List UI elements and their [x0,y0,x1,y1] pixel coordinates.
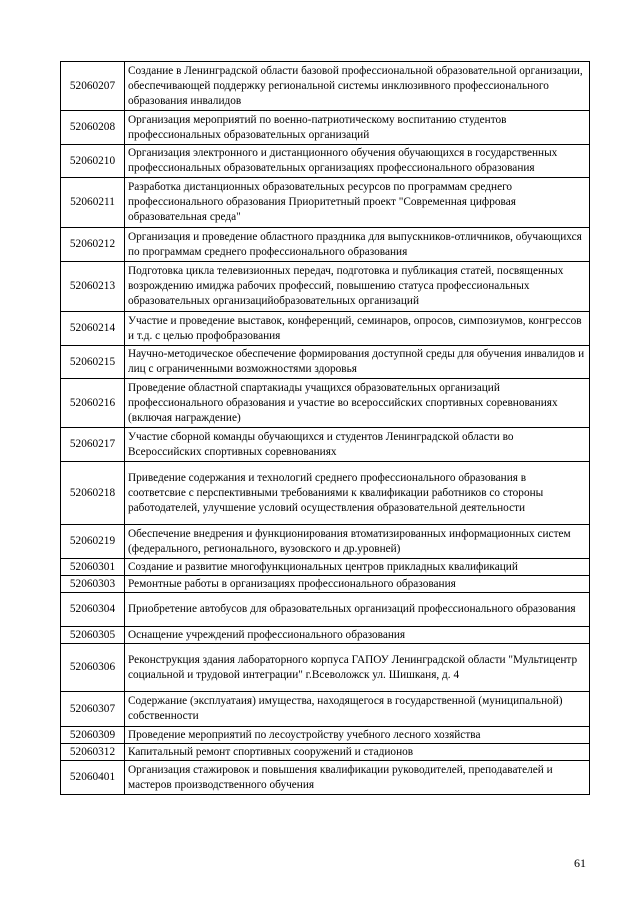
description-cell: Разработка дистанционных образовательных ресурсов по программам среднего профессионального образования Приоритетный проект "Современная цифровая образовательная среда" [125,178,590,228]
table-row [61,644,590,692]
code-cell: 52060401 [61,761,125,795]
table-row [61,228,590,262]
table-row [61,744,590,761]
table-row [61,692,590,727]
table-row [61,593,590,627]
budget-codes-table [60,61,590,795]
code-cell: 52060212 [61,228,125,262]
code-cell: 52060207 [61,62,125,111]
description-cell: Организация и проведение областного праздника для выпускников-отличников, обучающихся по программам среднего профессионального образования [125,228,590,262]
description-cell: Оснащение учреждений профессионального образования [125,627,590,644]
description-cell: Создание и развитие многофункциональных центров прикладных квалификаций [125,559,590,576]
description-cell: Реконструкция здания лабораторного корпуса ГАПОУ Ленинградской области "Мультицентр социальной и трудовой интеграции" г.Всеволожск ул. Шишканя, д. 4 [125,644,590,692]
code-cell: 52060208 [61,111,125,145]
code-cell: 52060306 [61,644,125,692]
table-row [61,525,590,559]
description-cell: Приведение содержания и технологий среднего профессионального образования в соответсвие с перспективными требованиями к квалификации работников со стороны работодателей, улучшение условий осуществления образовательной деятельности [125,462,590,525]
code-cell: 52060210 [61,145,125,178]
code-cell: 52060215 [61,346,125,379]
table-row [61,145,590,178]
description-cell: Проведение областной спартакиады учащихся образовательных организаций профессионального образования и участие во всероссийских спортивных соревнованиях (включая награждение) [125,379,590,428]
code-cell: 52060305 [61,627,125,644]
table-row [61,62,590,111]
description-cell: Создание в Ленинградской области базовой профессиональной образовательной организации, обеспечивающей поддержку региональной системы инклюзивного профессионального образования инвалидов [125,62,590,111]
description-cell: Приобретение автобусов для образовательных организаций профессионального образования [125,593,590,627]
description-cell: Научно-методическое обеспечение формирования доступной среды для обучения инвалидов и лиц с ограниченными возможностями здоровья [125,346,590,379]
table-row [61,761,590,795]
table-row [61,428,590,462]
table-row [61,262,590,312]
description-cell: Проведение мероприятий по лесоустройству учебного лесного хозяйства [125,727,590,744]
description-cell: Обеспечение внедрения и функционирования втоматизированных информационных систем (федерального, регионального, вузовского и др.уровней) [125,525,590,559]
description-cell: Содержание (эксплуатаия) имущества, находящегося в государственной (муниципальной) собственности [125,692,590,727]
page-number: 61 [574,856,586,870]
code-cell: 52060213 [61,262,125,312]
code-cell: 52060217 [61,428,125,462]
description-cell: Организация электронного и дистанционного обучения обучающихся в государственных профессиональных образовательных организациях профессионального образования [125,145,590,178]
description-cell: Организация мероприятий по военно-патриотическому воспитанию студентов профессиональных образовательных организаций [125,111,590,145]
code-cell: 52060301 [61,559,125,576]
table-row [61,462,590,525]
code-cell: 52060214 [61,312,125,346]
code-cell: 52060216 [61,379,125,428]
table-row [61,111,590,145]
code-cell: 52060312 [61,744,125,761]
description-cell: Участие сборной команды обучающихся и студентов Ленинградской области во Всероссийских спортивных соревнованиях [125,428,590,462]
description-cell: Участие и проведение выставок, конференций, семинаров, опросов, симпозиумов, конгрессов и т.д. с целью профобразования [125,312,590,346]
code-cell: 52060309 [61,727,125,744]
description-cell: Ремонтные работы в организациях профессионального образования [125,576,590,593]
table-row [61,346,590,379]
code-cell: 52060303 [61,576,125,593]
code-cell: 52060304 [61,593,125,627]
table-row [61,627,590,644]
description-cell: Капитальный ремонт спортивных сооружений и стадионов [125,744,590,761]
table-row [61,576,590,593]
table-row [61,178,590,228]
code-cell: 52060211 [61,178,125,228]
code-cell: 52060218 [61,462,125,525]
code-cell: 52060219 [61,525,125,559]
table-row [61,379,590,428]
table-row [61,312,590,346]
description-cell: Подготовка цикла телевизионных передач, подготовка и публикация статей, посвященных возрождению имиджа рабочих профессий, повышению статуса профессиональных образовательных организацийобразовательных организаций [125,262,590,312]
code-cell: 52060307 [61,692,125,727]
description-cell: Организация стажировок и повышения квалификации руководителей, преподавателей и мастеров производственного обучения [125,761,590,795]
table-row [61,559,590,576]
table-row [61,727,590,744]
